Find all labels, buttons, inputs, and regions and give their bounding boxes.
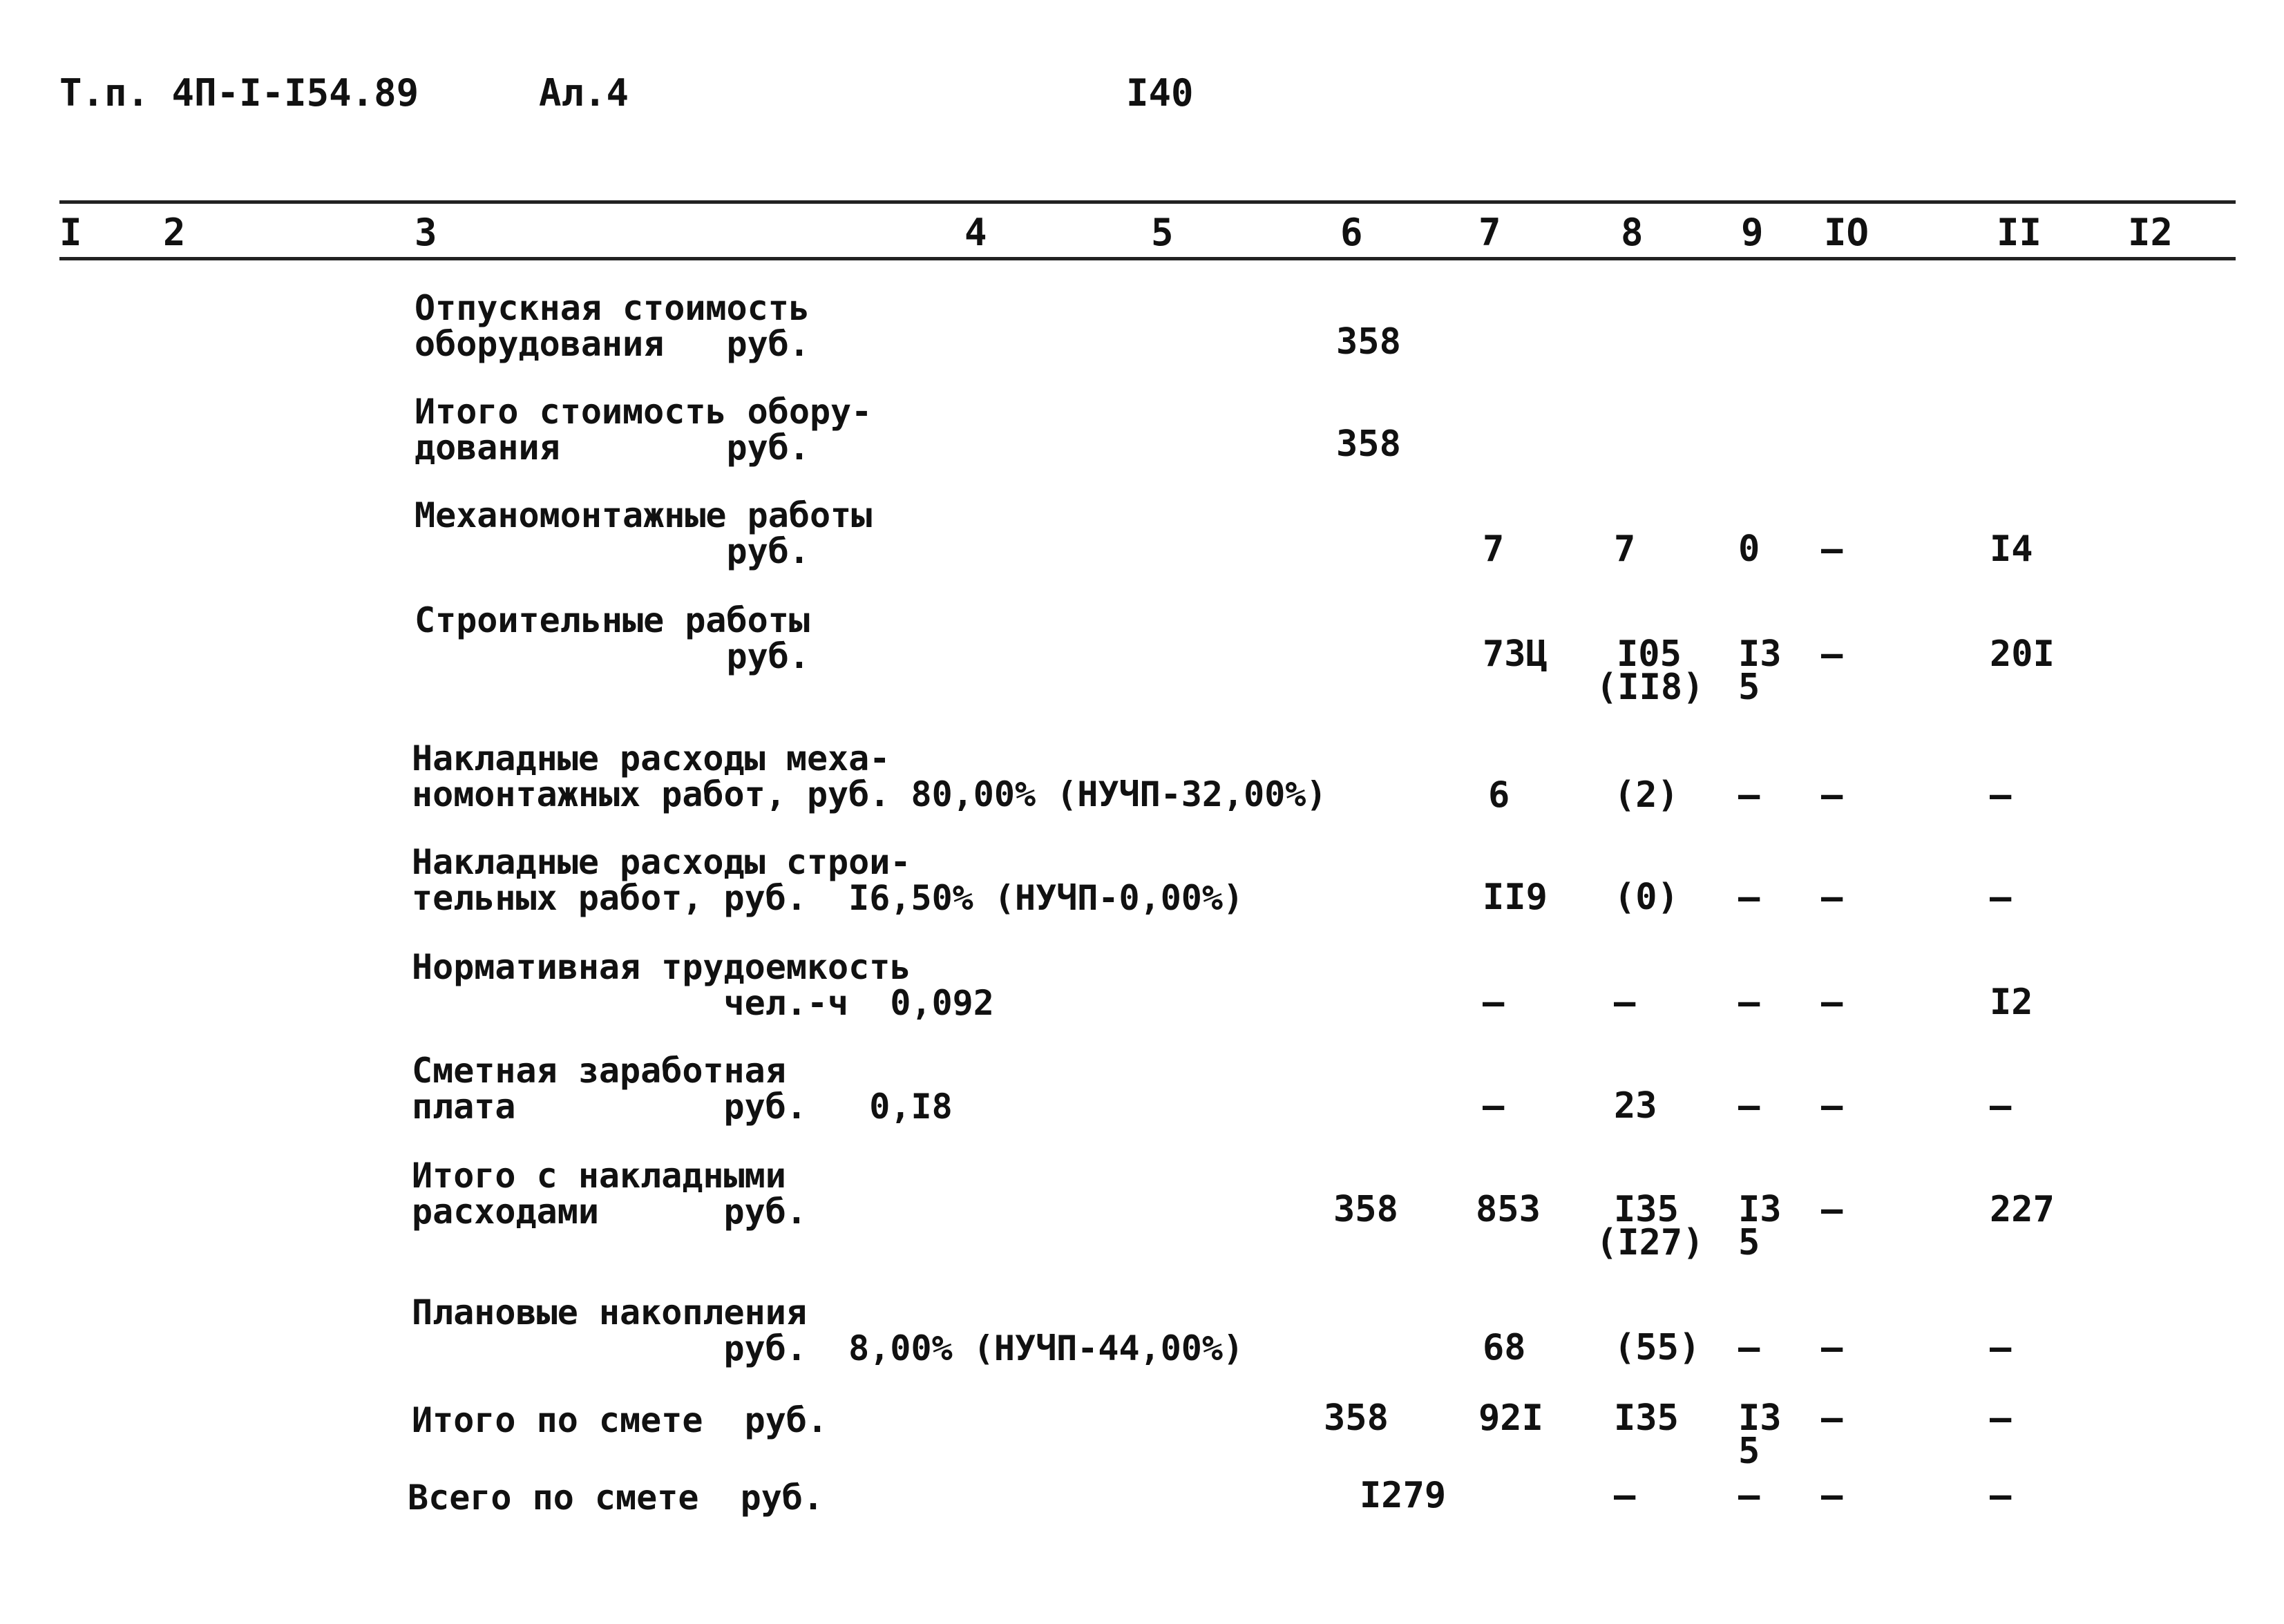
row-label-line2: плата руб. 0,I8 <box>412 1087 953 1127</box>
row-label-line1: Механомонтажные работы <box>415 495 873 535</box>
cell-col11: 227 <box>1990 1189 2055 1230</box>
column-number: 5 <box>1151 211 1174 254</box>
cell-col7: II9 <box>1483 877 1548 918</box>
cell-col6: 358 <box>1324 1397 1389 1439</box>
cell-col11: I4 <box>1990 528 2033 570</box>
cell-col9: – <box>1738 1327 1760 1368</box>
cell-col9-sub: 5 <box>1738 1431 1760 1472</box>
cell-col11: I2 <box>1990 982 2033 1023</box>
cell-col8-sub: (II8) <box>1596 667 1704 708</box>
column-number: 9 <box>1741 211 1764 254</box>
cell-col7: 73Ц <box>1483 633 1548 675</box>
cell-col7: – <box>1483 1085 1505 1127</box>
cell-col6: 358 <box>1336 423 1401 465</box>
column-number: 4 <box>964 211 987 254</box>
cell-col10: – <box>1821 1327 1843 1368</box>
row-label-line2: расходами руб. <box>412 1192 807 1232</box>
cell-col9: 0 <box>1738 528 1760 570</box>
cell-col11: – <box>1990 877 2012 918</box>
cell-col9: – <box>1738 1085 1760 1127</box>
cell-col6: 358 <box>1336 321 1401 363</box>
cell-col7: 92I <box>1478 1397 1543 1439</box>
cell-col8: (55) <box>1614 1327 1701 1368</box>
cell-col10: – <box>1821 774 1843 816</box>
cell-col9: – <box>1738 1475 1760 1516</box>
row-label-line2: тельных работ, руб. I6,50% (НУЧП-0,00%) <box>412 878 1244 918</box>
cell-col11: – <box>1990 1327 2012 1368</box>
row-label-line1: Накладные расходы меха- <box>412 738 891 778</box>
header-top-rule <box>59 200 2236 204</box>
row-label-line1: Строительные работы <box>415 600 810 640</box>
cell-col7: – <box>1483 982 1505 1023</box>
column-number: 6 <box>1340 211 1363 254</box>
cell-col9: – <box>1738 774 1760 816</box>
column-number: I2 <box>2128 211 2173 254</box>
row-label-line2: руб. <box>415 636 810 676</box>
cell-col10: – <box>1821 1189 1843 1230</box>
row-label-line2: руб. <box>415 531 810 571</box>
cell-col10: – <box>1821 633 1843 675</box>
cell-col8: (2) <box>1614 774 1679 816</box>
cell-col9: I3 <box>1738 1397 1782 1439</box>
column-number: 2 <box>163 211 186 254</box>
cell-col10: – <box>1821 1475 1843 1516</box>
row-label-line2: руб. 8,00% (НУЧП-44,00%) <box>412 1328 1244 1368</box>
row-label-line1: Отпускная стоимость <box>415 288 810 328</box>
cell-col8: I05 <box>1617 633 1682 675</box>
cell-col11: – <box>1990 774 2012 816</box>
row-label-line1: Накладные расходы строи- <box>412 842 911 882</box>
cell-col10: – <box>1821 1397 1843 1439</box>
cell-col10: – <box>1821 982 1843 1023</box>
row-label-line2: номонтажных работ, руб. 80,00% (НУЧП-32,00%) <box>412 774 1327 814</box>
row-label-line2: чел.-ч 0,092 <box>412 983 994 1023</box>
column-number: II <box>1997 211 2042 254</box>
row-label-line1: Итого с накладными <box>412 1156 786 1196</box>
cell-col11: 20I <box>1990 633 2055 675</box>
cell-col7: 7 <box>1483 528 1505 570</box>
row-label-line1: Сметная заработная <box>412 1051 786 1091</box>
cell-col9: I3 <box>1738 1189 1782 1230</box>
cell-col7: 853 <box>1476 1189 1541 1230</box>
row-label-line1: Нормативная трудоемкость <box>412 947 911 987</box>
row-label-line1: Плановые накопления <box>412 1292 807 1332</box>
page-number: I40 <box>1126 71 1194 115</box>
album-number: Ал.4 <box>539 71 629 115</box>
cell-col8: – <box>1614 1475 1636 1516</box>
cell-col9-sub: 5 <box>1738 667 1760 708</box>
cell-col9: – <box>1738 982 1760 1023</box>
cell-col6: I279 <box>1360 1475 1447 1516</box>
cell-col10: – <box>1821 1085 1843 1127</box>
cell-col11: – <box>1990 1085 2012 1127</box>
column-number: I <box>59 211 82 254</box>
row-label-line2: оборудования руб. <box>415 324 810 364</box>
cell-col8-sub: (I27) <box>1596 1222 1704 1263</box>
cell-col10: – <box>1821 877 1843 918</box>
cell-col8: – <box>1614 982 1636 1023</box>
cell-col10: – <box>1821 528 1843 570</box>
header-bottom-rule <box>59 257 2236 260</box>
cell-col6: 358 <box>1333 1189 1398 1230</box>
row-label-line2: Итого по смете руб. <box>412 1400 828 1440</box>
cell-col7: 68 <box>1483 1327 1526 1368</box>
cell-col11: – <box>1990 1397 2012 1439</box>
cell-col9: – <box>1738 877 1760 918</box>
column-number: IO <box>1824 211 1869 254</box>
cell-col9-sub: 5 <box>1738 1222 1760 1263</box>
cell-col7: 6 <box>1488 774 1510 816</box>
cell-col11: – <box>1990 1475 2012 1516</box>
cell-col8: I35 <box>1614 1189 1679 1230</box>
column-number: 7 <box>1478 211 1501 254</box>
row-label-line2: дования руб. <box>415 428 810 468</box>
row-label-line1: Итого стоимость обору- <box>415 392 873 432</box>
cell-col8: I35 <box>1614 1397 1679 1439</box>
cell-col8: (0) <box>1614 877 1679 918</box>
column-number: 3 <box>415 211 437 254</box>
row-label-line2: Всего по смете руб. <box>408 1478 824 1518</box>
cell-col9: I3 <box>1738 633 1782 675</box>
cell-col8: 7 <box>1614 528 1636 570</box>
column-number: 8 <box>1621 211 1644 254</box>
document-reference: Т.п. 4П-I-I54.89 <box>59 71 419 115</box>
cell-col8: 23 <box>1614 1085 1657 1127</box>
